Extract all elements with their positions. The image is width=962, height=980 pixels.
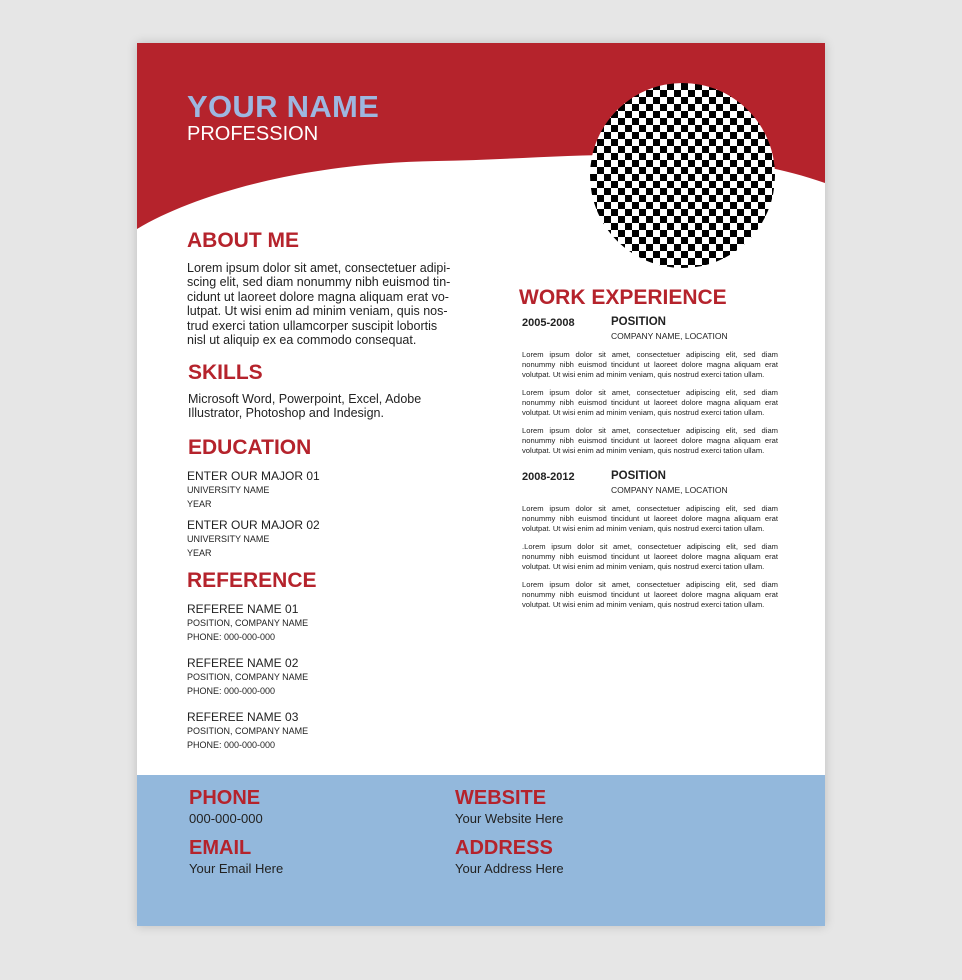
referee-phone: PHONE: 000-000-000	[187, 740, 276, 750]
email-value: Your Email Here	[189, 861, 284, 876]
education-university: UNIVERSITY NAME	[187, 485, 270, 495]
candidate-profession: PROFESSION	[187, 123, 319, 145]
about-line: scing elit, sed diam nonummy nibh euismod tin-	[187, 275, 451, 290]
education-year: YEAR	[187, 548, 212, 558]
about-line: Lorem ipsum dolor sit amet, consectetuer adipi-	[187, 261, 451, 275]
address-value: Your Address Here	[455, 861, 564, 876]
job-description: Lorem ipsum dolor sit amet, consectetuer adipiscing elit, sed diam nonummy nibh euismod tincidunt ut laoreet dolore magna aliquam erat volutpat. Ut wisi enim ad minim veniam, quis nostrud exerci tation ullam.	[522, 388, 778, 417]
job-dates: 2008-2012	[522, 471, 575, 483]
education-major: ENTER OUR MAJOR 01	[187, 469, 320, 483]
website-label: WEBSITE	[455, 787, 547, 809]
skills-title: SKILLS	[188, 361, 263, 384]
address-label: ADDRESS	[455, 837, 553, 859]
job-description: Lorem ipsum dolor sit amet, consectetuer adipiscing elit, sed diam nonummy nibh euismod tincidunt ut laoreet dolore magna aliquam erat volutpat. Ut wisi enim ad minim veniam, quis nostrud exerci tation ullam.	[522, 426, 778, 455]
education-university: UNIVERSITY NAME	[187, 534, 270, 544]
job-company: COMPANY NAME, LOCATION	[611, 331, 728, 341]
referee-position: POSITION, COMPANY NAME	[187, 672, 309, 682]
about-line: cidunt ut laoreet dolore magna aliquam erat vo-	[187, 289, 449, 304]
job-description: Lorem ipsum dolor sit amet, consectetuer adipiscing elit, sed diam nonummy nibh euismod tincidunt ut laoreet dolore magna aliquam erat volutpat. Ut wisi enim ad minim veniam, quis nostrud exerci tation ullam.	[522, 580, 778, 609]
education-title: EDUCATION	[188, 436, 312, 459]
profile-photo-placeholder[interactable]	[590, 83, 775, 268]
education-major: ENTER OUR MAJOR 02	[187, 518, 320, 532]
about-line: trud exerci tation ullamcorper suscipit lobortis	[187, 318, 438, 333]
website-value: Your Website Here	[455, 811, 564, 826]
referee-name: REFEREE NAME 01	[187, 602, 299, 616]
phone-value: 000-000-000	[189, 811, 263, 826]
skills-line: Illustrator, Photoshop and Indesign.	[188, 406, 384, 421]
job-description: Lorem ipsum dolor sit amet, consectetuer adipiscing elit, sed diam nonummy nibh euismod tincidunt ut laoreet dolore magna aliquam erat volutpat. Ut wisi enim ad minim veniam, quis nostrud exerci tation ullam.	[522, 504, 778, 533]
referee-phone: PHONE: 000-000-000	[187, 632, 276, 642]
skills-line: Microsoft Word, Powerpoint, Excel, Adobe	[188, 392, 422, 406]
about-text	[187, 261, 457, 347]
job-description: .Lorem ipsum dolor sit amet, consectetuer adipiscing elit, sed diam nonummy nibh euismod tincidunt ut laoreet dolore magna aliquam erat volutpat. Ut wisi enim ad minim veniam, quis nostrud exerci tation ullam.	[522, 542, 778, 571]
resume-page	[137, 43, 825, 926]
candidate-name: YOUR NAME	[187, 89, 380, 124]
work-experience-title: WORK EXPERIENCE	[519, 286, 727, 309]
phone-label: PHONE	[189, 787, 261, 809]
referee-name: REFEREE NAME 02	[187, 656, 299, 670]
job-description: Lorem ipsum dolor sit amet, consectetuer adipiscing elit, sed diam nonummy nibh euismod tincidunt ut laoreet dolore magna aliquam erat volutpat. Ut wisi enim ad minim veniam, quis nostrud exerci tation ullam.	[522, 350, 778, 379]
job-dates: 2005-2008	[522, 317, 575, 329]
job-position: POSITION	[611, 316, 666, 328]
skills-text	[188, 392, 468, 421]
about-line: lutpat. Ut wisi enim ad minim veniam, quis nos-	[187, 304, 448, 319]
about-line: nisl ut aliquip ex ea commodo consequat.	[187, 333, 417, 348]
reference-title: REFERENCE	[187, 569, 317, 592]
education-year: YEAR	[187, 499, 212, 509]
referee-phone: PHONE: 000-000-000	[187, 686, 276, 696]
referee-name: REFEREE NAME 03	[187, 710, 299, 724]
job-company: COMPANY NAME, LOCATION	[611, 485, 728, 495]
job-position: POSITION	[611, 470, 666, 482]
about-title: ABOUT ME	[187, 229, 299, 252]
contact-footer	[137, 775, 825, 926]
referee-position: POSITION, COMPANY NAME	[187, 618, 309, 628]
email-label: EMAIL	[189, 837, 252, 859]
referee-position: POSITION, COMPANY NAME	[187, 726, 309, 736]
